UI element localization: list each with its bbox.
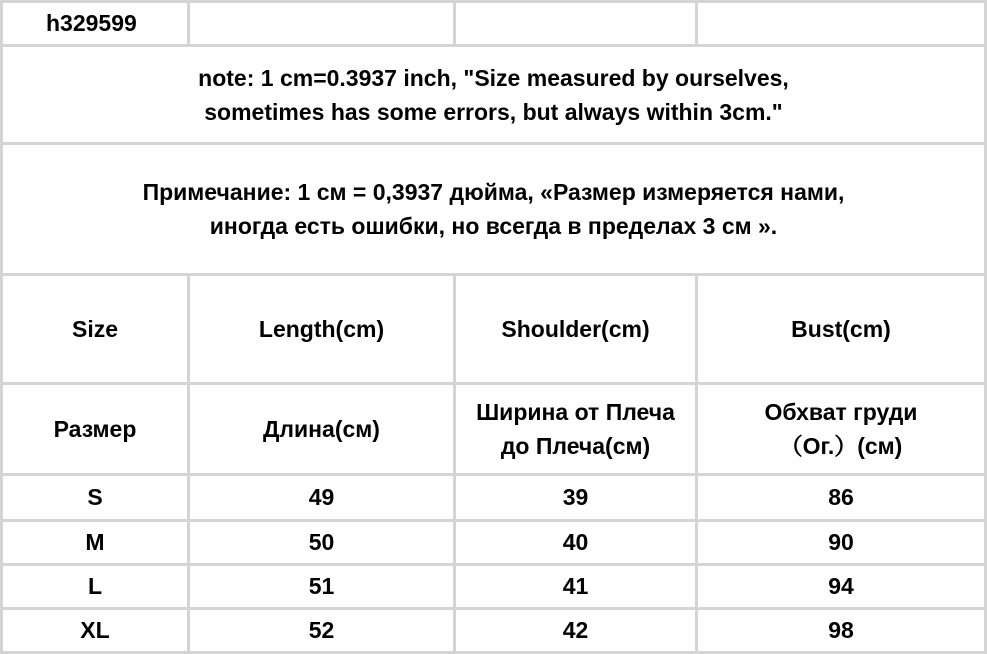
note-russian-line: иногда есть ошибки, но всегда в пределах 3 см ».	[209, 213, 778, 239]
shoulder-cell: 40	[562, 529, 589, 555]
length-cell: 50	[308, 529, 335, 555]
shoulder-cell: 39	[562, 484, 589, 510]
header-size: Size	[71, 315, 119, 342]
shoulder-cell: 42	[562, 617, 589, 643]
bust-cell: 90	[828, 529, 854, 555]
header-bust-ru-line: （Ог.）(см)	[779, 433, 903, 459]
bust-cell: 98	[828, 617, 854, 643]
length-cell: 51	[308, 573, 335, 599]
size-cell: M	[85, 529, 105, 555]
header-size-ru: Размер	[53, 415, 137, 442]
header-length-ru: Длина(см)	[263, 415, 380, 442]
note-english	[3, 47, 984, 142]
note-russian-line: Примечание: 1 см = 0,3937 дюйма, «Размер измеряется нами,	[142, 179, 845, 205]
note-russian	[3, 145, 984, 273]
header-shoulder: Shoulder(cm)	[501, 315, 650, 342]
header-shoulder-ru-line: до Плеча(см)	[500, 433, 651, 459]
shoulder-cell: 41	[562, 573, 589, 599]
bust-cell: 94	[828, 573, 854, 599]
header-length: Length(cm)	[258, 315, 385, 342]
header-bust: Bust(cm)	[791, 315, 891, 342]
product-code: h329599	[46, 10, 137, 36]
header-bust-ru	[698, 385, 984, 473]
note-english-line: note: 1 cm=0.3937 inch, "Size measured by ourselves,	[198, 64, 789, 91]
length-cell: 52	[308, 617, 335, 643]
size-cell: L	[87, 573, 103, 599]
header-bust-ru-line: Обхват груди	[764, 399, 918, 425]
grid-line	[187, 0, 190, 46]
size-cell: S	[87, 484, 103, 510]
size-cell: XL	[80, 617, 110, 643]
grid-line	[453, 0, 456, 46]
bust-cell: 86	[828, 484, 854, 510]
length-cell: 49	[308, 484, 335, 510]
grid-line	[695, 0, 698, 46]
header-shoulder-ru-line: Ширина от Плеча	[476, 399, 675, 425]
note-english-line: sometimes has some errors, but always within 3cm."	[204, 98, 783, 125]
header-shoulder-ru	[456, 385, 695, 473]
